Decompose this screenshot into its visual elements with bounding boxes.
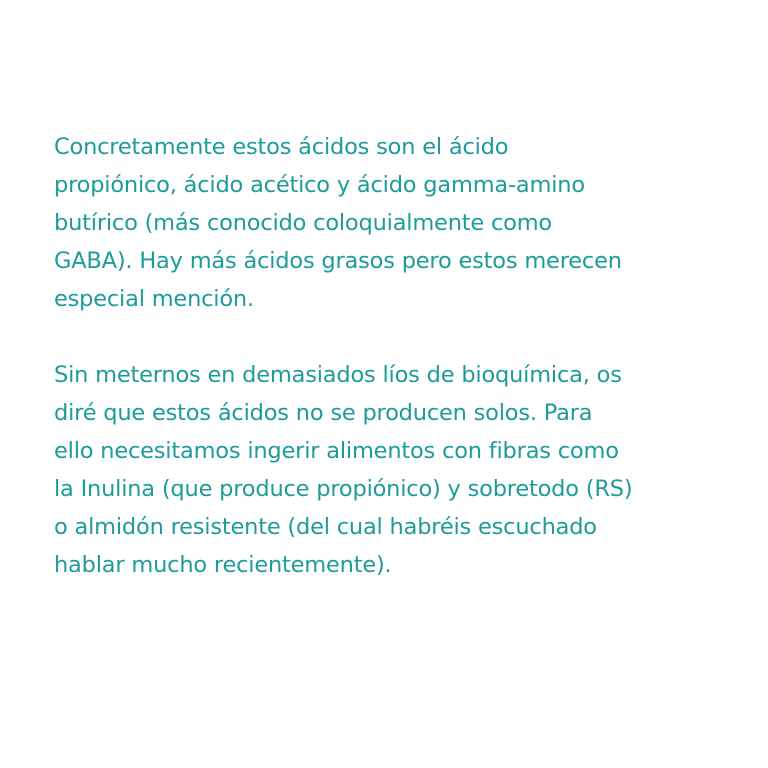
paragraph-line: Concretamente estos ácidos son el ácido [54, 134, 509, 160]
paragraph-line: especial mención. [54, 286, 254, 312]
paragraph-2 [54, 356, 724, 584]
paragraph-line: GABA). Hay más ácidos grasos pero estos merecen [54, 248, 622, 274]
paragraph-line: ello necesitamos ingerir alimentos con fibras como [54, 438, 619, 464]
paragraph-line: la Inulina (que produce propiónico) y sobretodo (RS) [54, 476, 633, 502]
paragraph-1 [54, 128, 724, 318]
paragraph-line: o almidón resistente (del cual habréis escuchado [54, 514, 597, 540]
paragraph-line: diré que estos ácidos no se producen solos. Para [54, 400, 593, 426]
paragraph-line: hablar mucho recientemente). [54, 552, 392, 578]
paragraph-line: Sin meternos en demasiados líos de bioquímica, os [54, 362, 622, 388]
paragraph-line: propiónico, ácido acético y ácido gamma-amino [54, 172, 585, 198]
text-content [54, 128, 724, 584]
paragraph-line: butírico (más conocido coloquialmente como [54, 210, 552, 236]
